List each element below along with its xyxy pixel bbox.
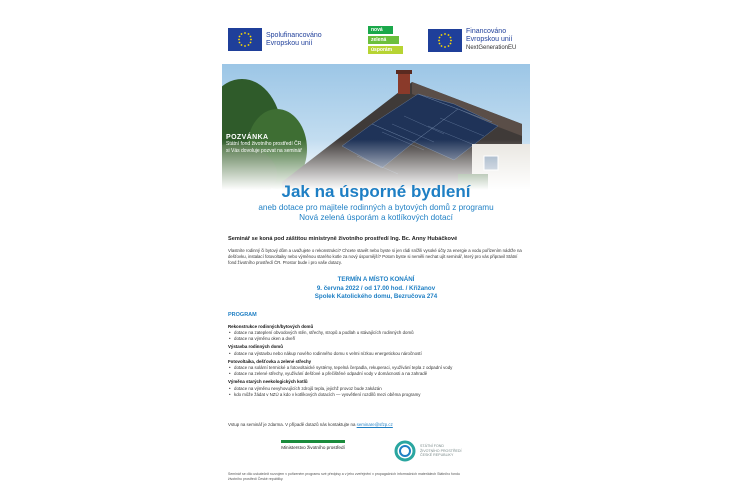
footer-note <box>228 422 528 427</box>
disclaimer-text: Seminář se dílo uskutečnit rozvojem v pořizeném programu své předpisy a v jeho zveřejnění v propagačních informačních materiálech Státního fondu životního prostředí České republiky. <box>228 472 460 481</box>
eu-flag-icon <box>428 29 462 52</box>
eu-cofinanced-logo <box>228 28 322 51</box>
invite-line1: Státní fond životního prostředí ČR <box>226 141 302 147</box>
subtitle-line2: Nová zelená úsporám a kotlíkových dotací <box>299 213 453 222</box>
program-item: • dotace na výměnu oken a dveří <box>228 336 528 342</box>
term-heading: TERMÍN A MÍSTO KONÁNÍ <box>337 276 415 283</box>
nz-logo-word1: nová <box>368 26 393 34</box>
ministry-logo-bar <box>281 440 345 443</box>
ministry-logo <box>278 440 348 450</box>
program-section-title: Výměna starých neekologických kotlů <box>228 379 308 385</box>
program-heading: PROGRAM <box>228 312 257 318</box>
nova-zelena-usporam-logo <box>368 26 404 56</box>
sfzp-line2: ŽIVOTNÍHO PROSTŘEDÍ <box>420 448 462 453</box>
program-item: • dotace na výměnu nevyhovujících zdrojů tepla, jejichž provoz bude zakázán <box>228 386 528 392</box>
hero-image <box>222 64 530 190</box>
eu-left-line1: Spolufinancováno <box>266 31 322 39</box>
invite-line2: si Vás dovoluje pozvat na seminář <box>226 148 302 154</box>
subtitle <box>222 203 530 223</box>
ministry-logo-label: Ministerstvo životního prostředí <box>281 445 345 450</box>
eu-right-line3: NextGenerationEU <box>466 45 517 51</box>
patronage-text: Seminář se koná pod záštitou ministryně životního prostředí Ing. Bc. Anny Hubáčkové <box>228 236 458 242</box>
sfzp-line3: ČESKÉ REPUBLIKY <box>420 453 454 458</box>
eu-right-line1: Financováno <box>466 28 507 35</box>
program-section-title: Výstavba rodinných domů <box>228 344 283 350</box>
invite-title: POZVÁNKA <box>226 134 269 141</box>
program-section-title: Fotovoltaika, dešťovka a zelené střechy <box>228 358 312 364</box>
program-item: • dotace na zelené střechy, využívání dešťové a přečištěné odpadní vody v domácnosti a na zahradě <box>228 371 528 377</box>
nz-logo-word2: zelená <box>368 36 399 44</box>
program-item: • kdo může žádat v NZÚ a kdo v kotlíkových dotacích — vysvětlení rozdílů mezi oběma programy <box>228 392 528 398</box>
term-date: 9. června 2022 / od 17.00 hod. / Křižanov <box>316 284 436 292</box>
main-title: Jak na úsporné bydlení <box>281 182 471 201</box>
sfzp-line1: STÁTNÍ FOND <box>420 444 444 449</box>
sfzp-logo <box>394 440 462 462</box>
eu-flag-icon <box>228 28 262 51</box>
event-details <box>222 276 530 302</box>
eu-left-line2: Evropskou unií <box>266 39 313 47</box>
program-item: • dotace na solární termické a fotovoltaické systémy, tepelná čerpadla, rekuperaci, využívání tepla z odpadní vody <box>228 365 528 371</box>
intro-paragraph: Vlastníte rodinný či bytový dům a uvažujete o rekonstrukci? Chcete stavět nebo byste si jen rádi snížili vysoké účty za energie a vodu pořízením nádrže na dešťovku, instalací fotovoltaiky nebo výměnou starého kotle za nový úspornější? Potom byste si neměli nechat ujít seminář, který pro vás připravil Státní fond životního prostředí ČR. Prostor bude i pro vaše dotazy. <box>228 248 522 266</box>
program-item: • dotace na zateplení obvodových stěn, střechy, stropů a podlah u stávajících rodinných domů <box>228 330 528 336</box>
eu-financed-logo <box>428 28 516 52</box>
invitation-document <box>222 16 530 492</box>
program-item: • dotace na výstavbu nebo nákup nového rodinného domu s velmi nízkou energetickou náročností <box>228 351 528 357</box>
eu-right-line2: Evropskou unií <box>466 36 513 43</box>
subtitle-line1: aneb dotace pro majitele rodinných a bytových domů z programu <box>258 203 494 212</box>
program-list <box>228 322 528 398</box>
nz-logo-word3: úsporám <box>368 46 403 54</box>
contact-email-link[interactable]: seminare@sfzp.cz <box>356 422 393 427</box>
footer-note-text: Vstup na seminář je zdarma. V případě dotazů nás kontaktujte na <box>228 422 356 427</box>
sfzp-emblem-icon <box>394 440 416 462</box>
invitation-banner <box>226 134 302 155</box>
program-section-title: Rekonstrukce rodinných/bytových domů <box>228 323 314 329</box>
term-place: Spolek Katolického domu, Bezručova 274 <box>314 293 438 301</box>
